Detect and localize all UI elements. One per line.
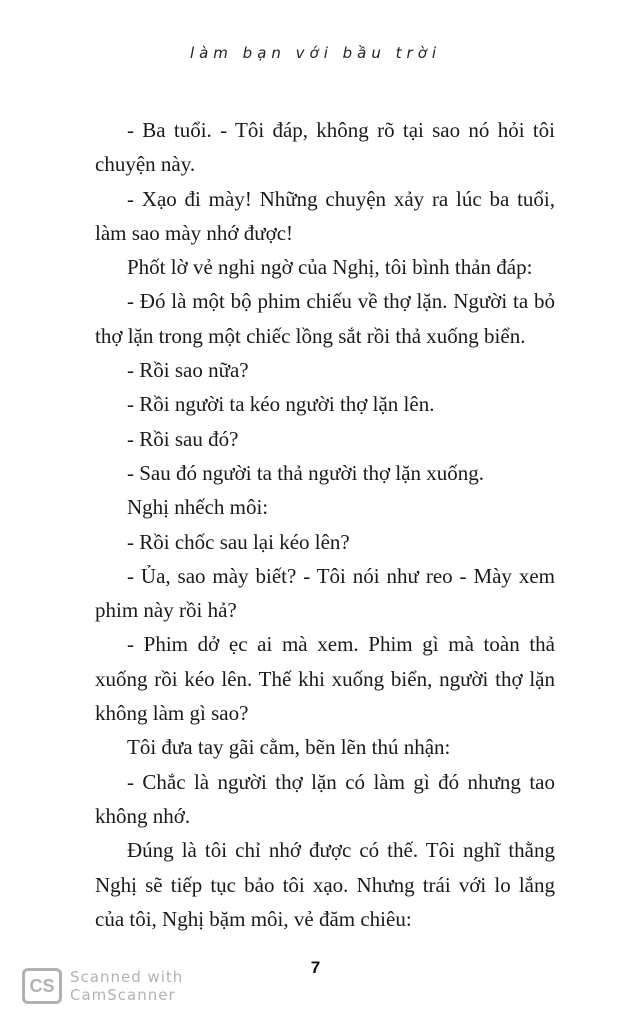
camscanner-watermark xyxy=(22,968,183,1004)
paragraph: - Xạo đi mày! Những chuyện xảy ra lúc ba tuổi, làm sao mày nhớ được! xyxy=(95,186,555,245)
paragraph: - Rồi người ta kéo người thợ lặn lên. xyxy=(127,392,435,417)
paragraph: Phốt lờ vẻ nghi ngờ của Nghị, tôi bình thản đáp: xyxy=(127,255,533,280)
paragraph: - Chắc là người thợ lặn có làm gì đó nhưng tao không nhớ. xyxy=(95,769,555,828)
watermark-line-2: CamScanner xyxy=(70,986,176,1004)
paragraph: Tôi đưa tay gãi cằm, bẽn lẽn thú nhận: xyxy=(127,735,451,760)
page-number: 7 xyxy=(310,958,321,977)
paragraph: - Phim dở ẹc ai mà xem. Phim gì mà toàn thả xuống rồi kéo lên. Thế khi xuống biển, người thợ lặn không làm gì sao? xyxy=(95,632,555,726)
paragraph: - Rồi sau đó? xyxy=(127,426,239,451)
body-text xyxy=(95,113,555,936)
camscanner-logo-icon: CS xyxy=(22,968,62,1004)
paragraph: - Sau đó người ta thả người thợ lặn xuống. xyxy=(127,460,485,485)
paragraph: - Ba tuổi. - Tôi đáp, không rõ tại sao nó hỏi tôi chuyện này. xyxy=(95,118,555,177)
paragraph: Đúng là tôi chỉ nhớ được có thế. Tôi nghĩ thằng Nghị sẽ tiếp tục bảo tôi xạo. Nhưng trái với lo lắng của tôi, Nghị bặm môi, vẻ đăm chiêu: xyxy=(95,838,555,931)
paragraph: Nghị nhếch môi: xyxy=(127,495,269,520)
running-header: làm bạn với bầu trời xyxy=(189,44,442,62)
watermark-line-1: Scanned with xyxy=(70,968,184,986)
paragraph: - Đó là một bộ phim chiếu về thợ lặn. Người ta bỏ thợ lặn trong một chiếc lồng sắt rồi thả xuống biển. xyxy=(95,289,555,348)
paragraph: - Rồi sao nữa? xyxy=(127,358,249,383)
watermark-text xyxy=(70,968,183,1004)
paragraph: - Rồi chốc sau lại kéo lên? xyxy=(127,529,350,554)
paragraph: - Ủa, sao mày biết? - Tôi nói như reo - Mày xem phim này rồi hả? xyxy=(95,563,555,623)
